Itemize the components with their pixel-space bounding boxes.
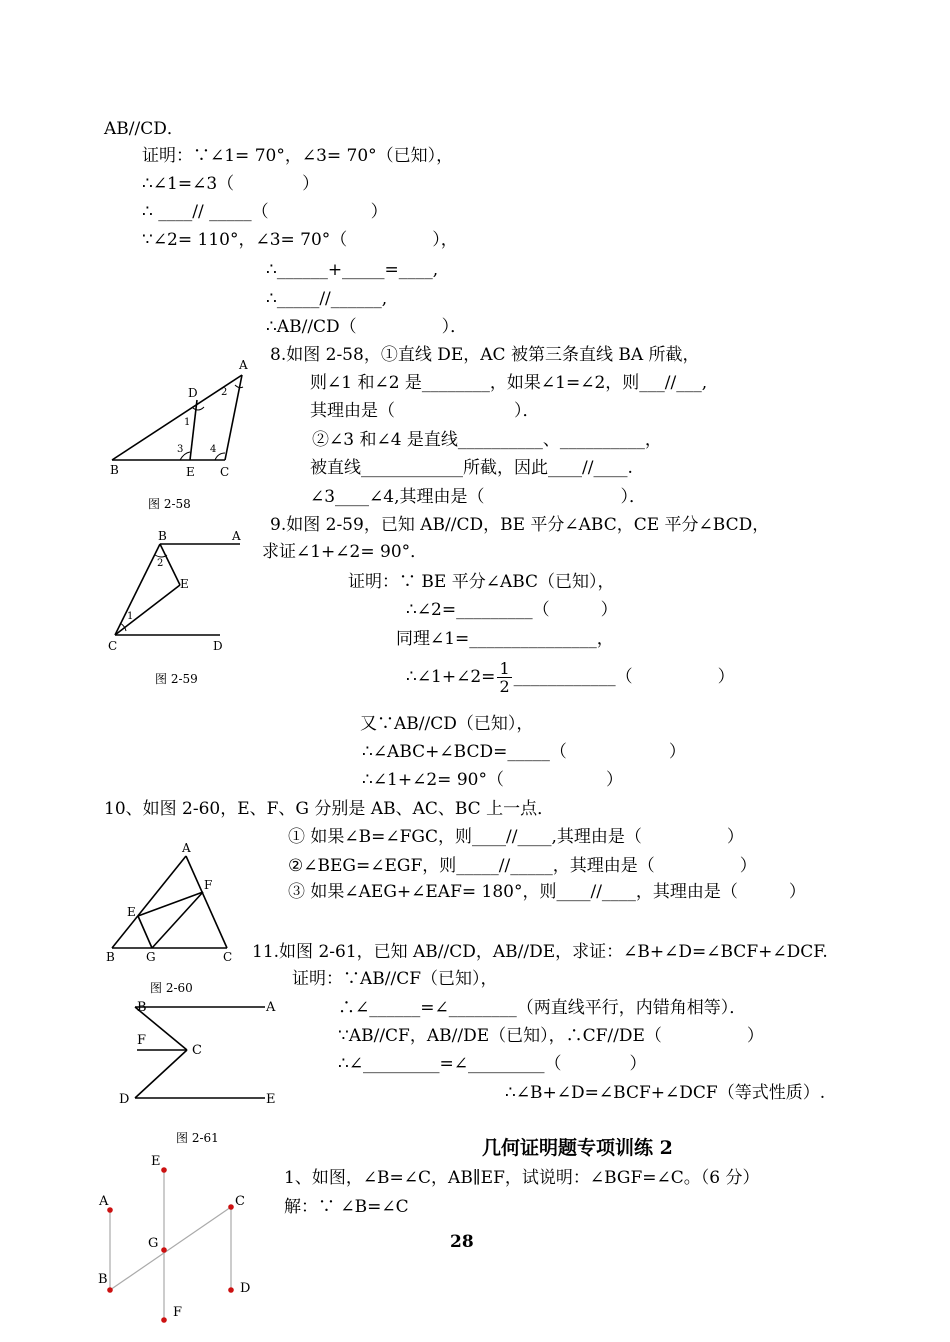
fraction-numerator: 1 [499,659,510,678]
text-line: 证明：∵∠1= 70°，∠3= 70°（已知）， [142,146,454,166]
fig58-label: 2 [221,387,228,398]
figure-2-61 [115,995,285,1110]
fig61-label: F [137,1033,147,1048]
text-line: 1、如图，∠B=∠C，AB∥EF，试说明：∠BGF=∠C。（6 分） [284,1168,760,1188]
fig58-label: 3 [177,444,184,455]
point-c [228,1204,234,1210]
fig61-label: D [119,1092,130,1107]
fig60-label: F [204,878,213,892]
text-line: 同理∠1=_______________， [396,629,614,649]
text-line: 被直线____________所截，因此____//____. [310,458,633,478]
figure-caption: 图 2-58 [148,497,191,511]
fig59-label: 1 [127,611,134,622]
text-line: 则∠1 和∠2 是________，如果∠1=∠2，则___//___, [310,373,708,393]
text-line: ∵AB//CF，AB//DE（已知），∴CF//DE（ ） [338,1026,764,1046]
point-g [161,1247,167,1253]
fig-bottom-label: B [98,1272,108,1287]
text-line: ∴∠B+∠D=∠BCF+∠DCF（等式性质）. [505,1083,826,1103]
page-number: 28 [450,1232,474,1252]
text-line: 解：∵ ∠B=∠C [284,1197,409,1217]
text-line: ∴ ____// _____（ ） [142,202,388,222]
fraction-line [406,657,735,697]
text-line: 又∵AB//CD（已知）， [360,714,534,734]
one-half-fraction [497,660,511,695]
text-line: 求证∠1+∠2= 90°． [262,542,428,562]
fig-bottom-label: F [173,1305,183,1320]
fig61-label: A [266,1000,276,1015]
fig-bottom-label: G [148,1236,159,1251]
fig59-label: C [108,639,118,653]
text-line: AB//CD． [104,119,184,139]
text-line: 9.如图 2-59，已知 AB//CD，BE 平分∠ABC，CE 平分∠BCD， [270,515,770,535]
fig58-label: A [239,358,248,372]
fig59-label: E [180,577,189,591]
point-f [161,1317,167,1323]
point-e [161,1167,167,1173]
text-line: 其理由是（ ）． [310,401,540,421]
text-line: 证明：∵AB//CF（已知）， [292,969,498,989]
text-line: ∠3____∠4,其理由是（ ）． [310,487,647,507]
text-line: 8.如图 2-58，①直线 DE，AC 被第三条直线 BA 所截， [270,345,700,365]
fig-bottom-label: D [240,1281,251,1296]
fig60-label: A [182,841,191,855]
text-line: 证明：∵ BE 平分∠ABC（已知）， [348,572,615,592]
fig61-label: E [266,1092,276,1107]
text-line: ∴AB//CD（ ）． [266,317,468,337]
text-line: ②∠BEG=∠EGF，则_____//_____，其理由是（ ） [288,856,757,876]
figure-caption: 图 2-59 [155,672,198,686]
text-line: ③ 如果∠AEG+∠EAF= 180°，则____//____，其理由是（ ） [288,882,806,902]
figure-caption: 图 2-60 [150,981,193,995]
fig-bottom-label: C [235,1194,245,1209]
fig59-label: A [232,529,241,543]
text-line: ∴∠2=_________（ ） [406,600,618,620]
text-line: ∴∠_________=∠_________（ ） [338,1054,647,1074]
text-line: ∴∠1=∠3（ ） [142,174,320,194]
fig58-label: D [188,386,198,400]
fig60-label: B [106,950,115,964]
text-line: ②∠3 和∠4 是直线__________、__________， [312,430,662,450]
figure-2-60 [102,840,242,965]
fig58-label: 1 [184,417,191,428]
fig59-label: B [158,529,167,543]
fig58-label: B [110,463,119,477]
fig60-label: C [223,950,233,964]
text-line: ∴∠1+∠2= 90°（ ） [362,770,623,790]
fig60-label: G [146,950,156,964]
text-line: ∴______+_____=____, [266,260,439,280]
section-title: 几何证明题专项训练 2 [482,1137,673,1159]
text-line: ∴_____//______, [266,289,388,309]
text-line: 10、如图 2-60，E、F、G 分别是 AB、AC、BC 上一点． [104,799,555,819]
fig61-label: C [192,1043,202,1058]
point-d [228,1287,234,1293]
text-line: ① 如果∠B=∠FGC，则____//____,其理由是（ ） [288,827,744,847]
text-line: ∵∠2= 110°，∠3= 70°（ ）， [142,230,458,250]
point-b [107,1287,113,1293]
text-line: ∴∠______=∠________（两直线平行，内错角相等）． [338,998,747,1018]
text-line: ____________（ ） [513,667,735,687]
fig60-label: E [127,905,136,919]
figure-2-58 [100,355,260,480]
fig58-label: C [220,465,230,479]
fig58-label: E [186,465,195,479]
text-line: ∴∠ABC+∠BCD=_____（ ） [362,742,686,762]
figure-bottom [95,1150,265,1335]
figure-caption: 图 2-61 [176,1131,219,1145]
figure-2-59 [105,528,245,653]
fig-bottom-label: A [99,1194,109,1209]
fig-bottom-label: E [151,1154,161,1169]
fig58-label: 4 [210,444,217,455]
fig59-label: D [213,639,223,653]
text-line: 11.如图 2-61，已知 AB//CD，AB//DE，求证：∠B+∠D=∠BCF+∠DCF. [252,942,828,962]
fraction-denominator: 2 [499,677,510,696]
fig59-label: 2 [157,558,164,569]
text-line: ∴∠1+∠2= [406,667,496,687]
fig61-label: B [137,1000,147,1015]
